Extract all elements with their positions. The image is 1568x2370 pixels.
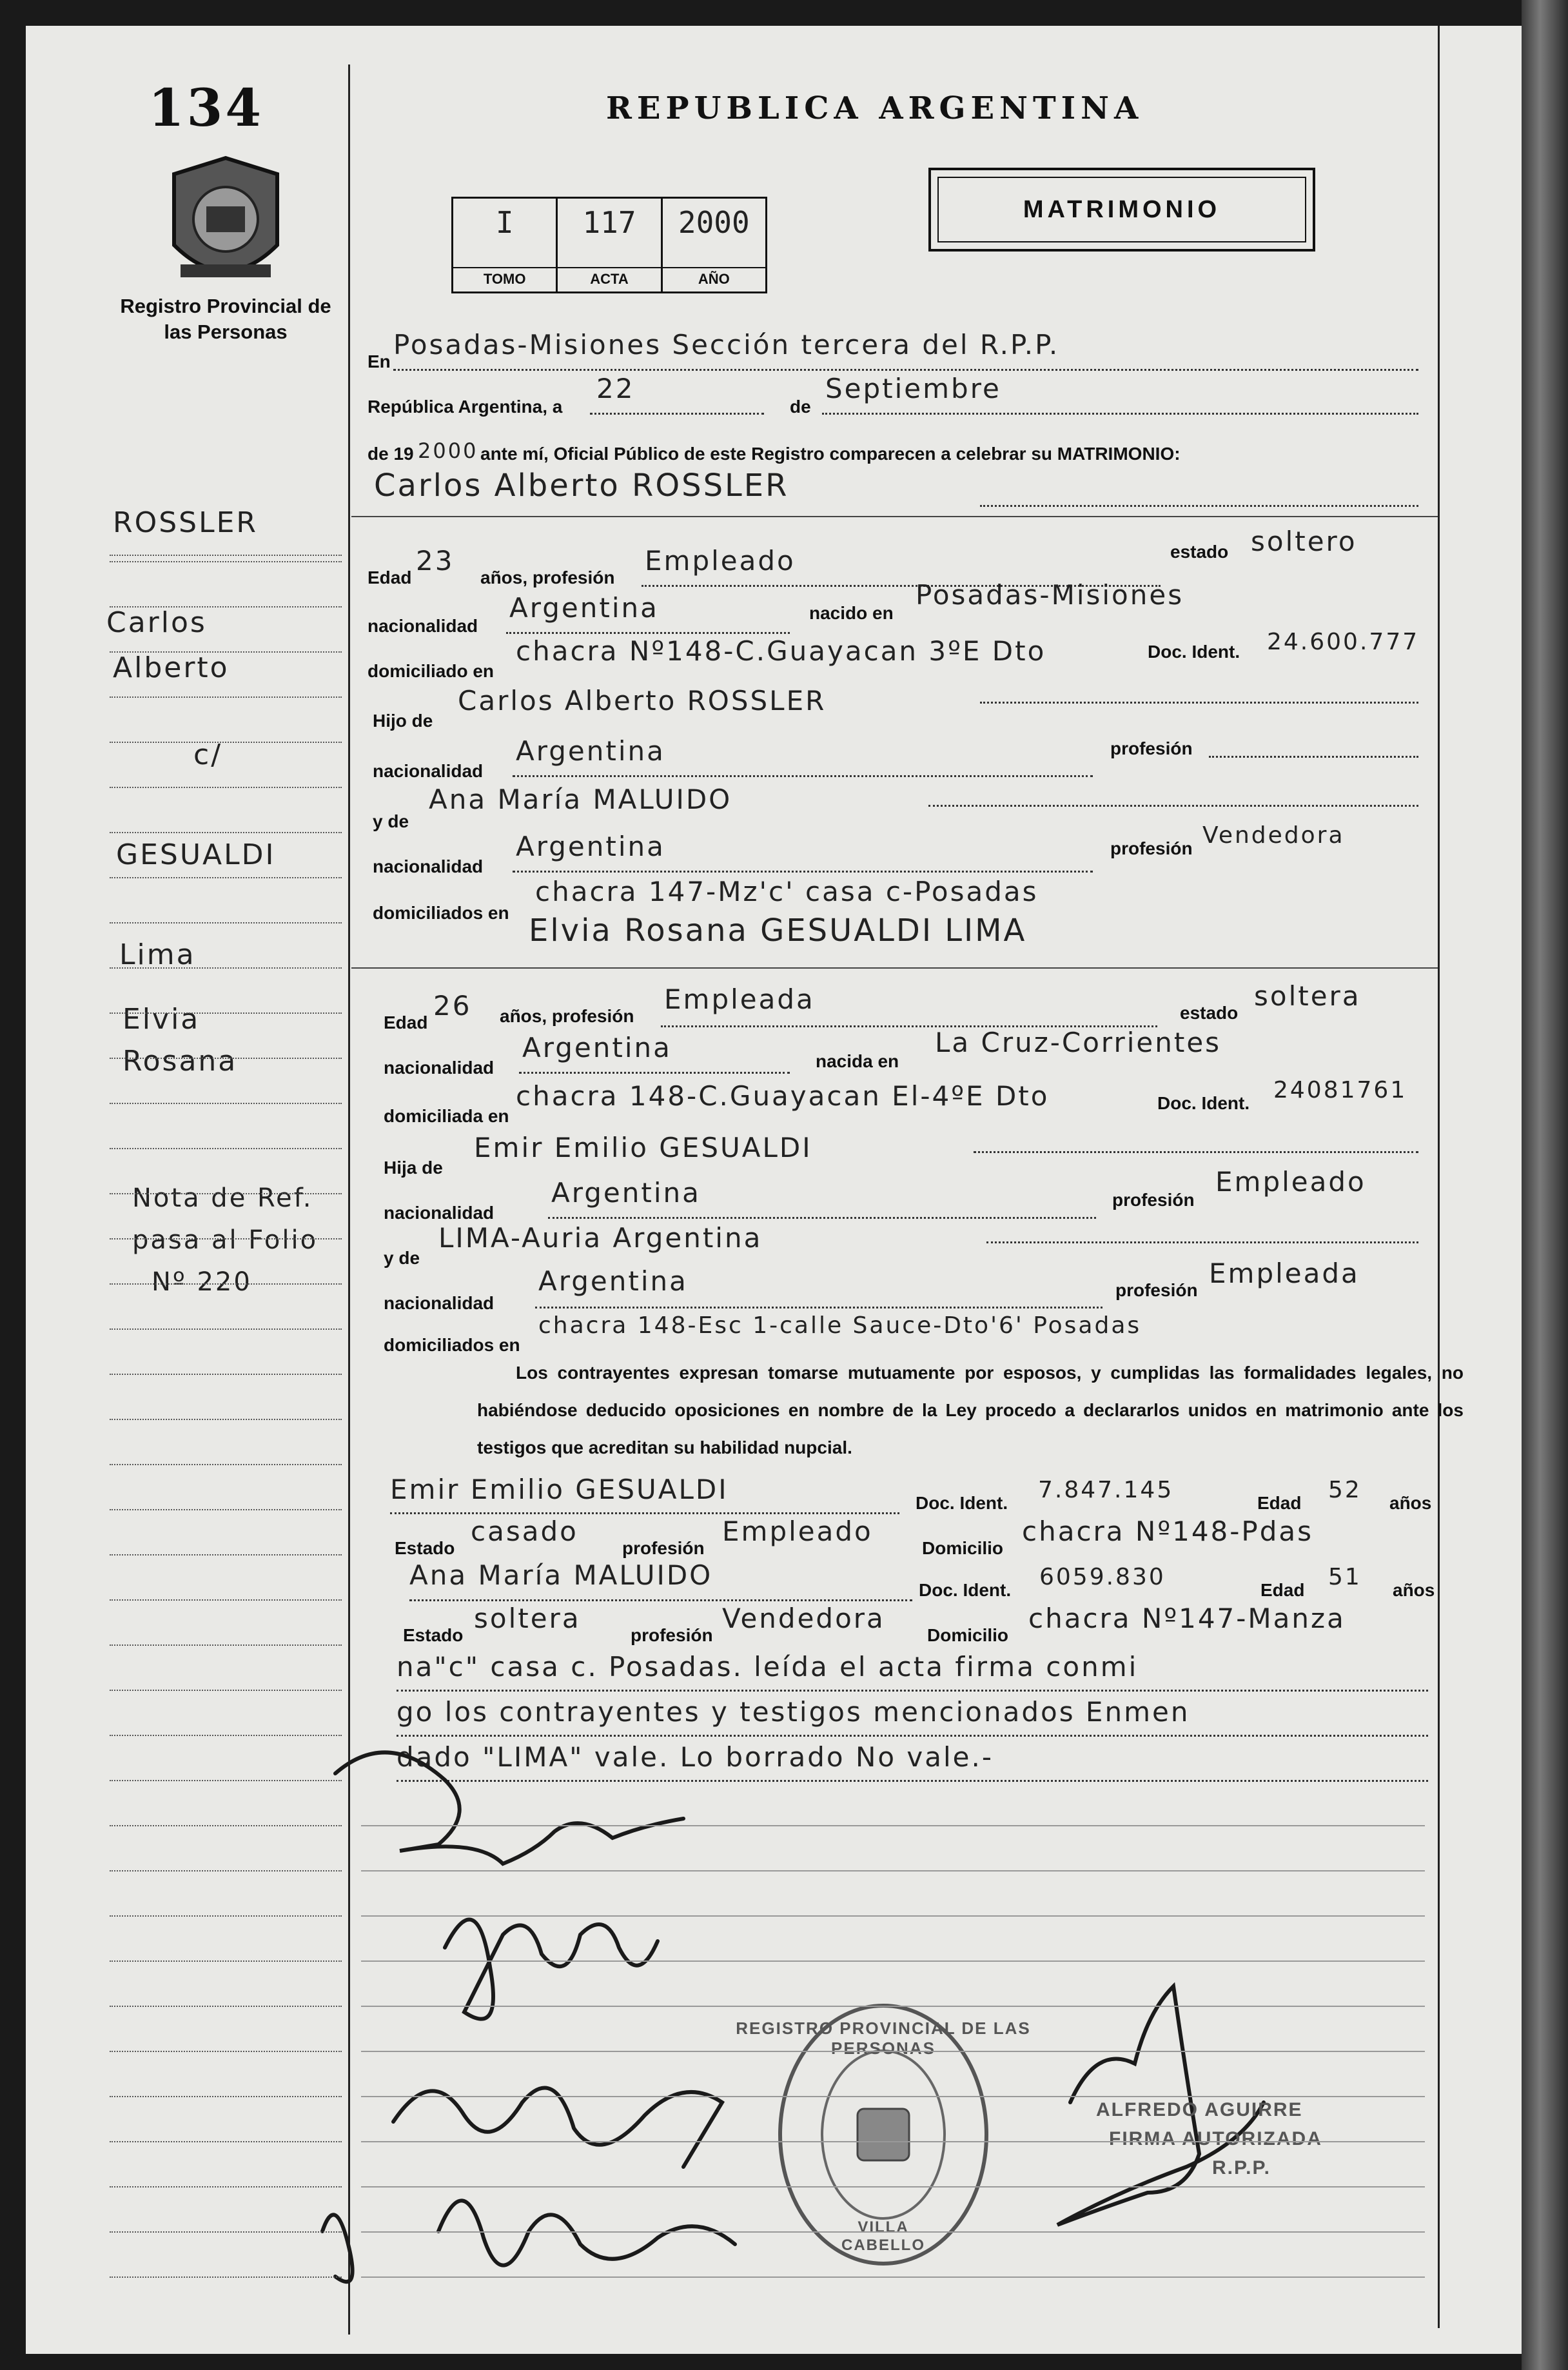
margin-rule [110, 1238, 342, 1239]
margin-rule [110, 651, 342, 653]
margin-rule [110, 561, 342, 562]
bride-father: Emir Emilio GESUALDI [474, 1132, 812, 1163]
margin-surname-2b: Lima [119, 938, 196, 971]
bride-mother-prof-label: profesión [1115, 1280, 1198, 1300]
ano-label: AÑO [663, 267, 765, 288]
witness2-profesion-label: profesión [631, 1625, 713, 1645]
groom-father-nat: Argentina [516, 735, 665, 767]
registry-stamp [736, 1999, 1031, 2270]
margin-rule [110, 787, 342, 788]
place-value: Posadas-Misiones Sección tercera del R.P.P. [393, 329, 1060, 360]
blank-rule [361, 1960, 1425, 1962]
country-title: REPUBLICA ARGENTINA [606, 90, 1144, 126]
month-line [822, 413, 1418, 415]
bride-mother-line [986, 1241, 1418, 1243]
bride-y-de-label: y de [384, 1248, 420, 1268]
official-office: R.P.P. [1212, 2157, 1271, 2178]
margin-rule [110, 1915, 342, 1917]
groom-hijo-label: Hijo de [373, 711, 433, 731]
groom-estado: soltero [1251, 526, 1357, 557]
bride-anos-profesion-label: años, profesión [500, 1006, 634, 1026]
witness1-name-line [390, 1512, 899, 1514]
witness2-profession: Vendedora [722, 1603, 885, 1634]
bride-profession: Empleada [664, 983, 815, 1015]
margin-rule [110, 1690, 342, 1691]
tomo-cell [453, 199, 558, 291]
witness1-doc: 7.847.145 [1038, 1477, 1174, 1503]
margin-rule [110, 1735, 342, 1736]
margin-given-1a: Carlos [106, 606, 207, 639]
groom-doc-label: Doc. Ident. [1148, 642, 1240, 662]
witness2-signature [322, 2200, 735, 2282]
year-prefix: de 19 [368, 444, 414, 464]
witness2-anos-label: años [1393, 1580, 1435, 1600]
margin-rule [110, 1780, 342, 1781]
bride-father-nat-line [548, 1217, 1096, 1219]
margin-given-1b: Alberto [113, 651, 230, 684]
official-name: ALFREDO AGUIRRE [1096, 2099, 1303, 2120]
bride-nationality-line [519, 1072, 790, 1074]
margin-rule [110, 1193, 342, 1194]
witness2-estado-label: Estado [403, 1625, 464, 1645]
witness1-doc-label: Doc. Ident. [916, 1493, 1008, 1513]
bride-father-nat: Argentina [551, 1177, 701, 1209]
groom-father-prof-label: profesión [1110, 738, 1193, 758]
blank-rule [361, 2096, 1425, 2097]
margin-rule [110, 2186, 342, 2187]
bride-address: chacra 148-C.Guayacan El-4ºE Dto [516, 1080, 1050, 1112]
margin-rule [110, 1419, 342, 1420]
blank-rule [361, 2141, 1425, 2142]
provincial-seal-icon [161, 155, 290, 297]
groom-name-line [980, 505, 1418, 507]
witness1-name: Emir Emilio GESUALDI [390, 1474, 729, 1505]
margin-rule [110, 1870, 342, 1871]
witness2-age: 51 [1328, 1564, 1362, 1590]
blank-rule [361, 2186, 1425, 2187]
margin-rule [110, 1554, 342, 1555]
margin-rule [110, 2051, 342, 2052]
groom-mother-nat: Argentina [516, 831, 665, 862]
margin-note-2: pasa al Folio [132, 1225, 318, 1255]
acta-value: 117 [582, 205, 636, 240]
groom-y-de-label: y de [373, 811, 409, 831]
witness2-domicilio-label: Domicilio [927, 1625, 1009, 1645]
stamp-bottom-text: VILLA CABELLO [841, 2218, 925, 2254]
ano-cell [663, 199, 765, 291]
groom-mother-prof-label: profesión [1110, 838, 1193, 858]
groom-father-line [980, 702, 1418, 704]
groom-signature [335, 1752, 683, 1864]
margin-rule [110, 2141, 342, 2142]
bride-nacida-label: nacida en [816, 1051, 899, 1071]
bride-parents-address: chacra 148-Esc 1-calle Sauce-Dto'6' Posadas [538, 1312, 1142, 1339]
groom-parents-address: chacra 147-Mz'c' casa c-Posadas [535, 876, 1039, 907]
witness2-edad-label: Edad [1260, 1580, 1305, 1600]
witness1-profession: Empleado [722, 1516, 873, 1547]
bride-divider [351, 967, 1438, 969]
margin-rule [110, 2096, 342, 2097]
groom-anos-profesion-label: años, profesión [480, 568, 615, 588]
closing-line-1-rule [397, 1690, 1428, 1692]
margin-rule [110, 1464, 342, 1465]
bride-birthplace: La Cruz-Corrientes [935, 1027, 1222, 1058]
margin-rule [110, 1058, 342, 1059]
official-title: FIRMA AUTORIZADA [1109, 2128, 1322, 2149]
witness2-doc: 6059.830 [1039, 1564, 1166, 1590]
bride-parents-dom-label: domiciliados en [384, 1335, 520, 1355]
republica-label: República Argentina, a [368, 397, 563, 417]
witness2-address: chacra Nº147-Manza [1028, 1603, 1346, 1634]
margin-rule [110, 1374, 342, 1375]
bride-mother-nat: Argentina [538, 1265, 688, 1297]
margin-note-1: Nota de Ref. [132, 1183, 313, 1213]
witness1-domicilio-label: Domicilio [922, 1538, 1004, 1558]
blank-rule [361, 2051, 1425, 2052]
bride-nacionalidad-label: nacionalidad [384, 1058, 495, 1078]
margin-rule [110, 742, 342, 743]
margin-rule [110, 1825, 342, 1826]
margin-rule [110, 1509, 342, 1510]
margin-rule [110, 1103, 342, 1104]
witness1-edad-label: Edad [1257, 1493, 1302, 1513]
margin-rule [110, 555, 342, 556]
bride-age: 26 [433, 990, 472, 1022]
groom-name: Carlos Alberto ROSSLER [374, 468, 789, 504]
place-line [393, 369, 1418, 371]
groom-address: chacra Nº148-C.Guayacan 3ºE Dto [516, 635, 1046, 667]
bride-estado-label: estado [1180, 1003, 1239, 1023]
blank-rule [361, 1825, 1425, 1826]
tomo-value: I [495, 205, 514, 240]
groom-father: Carlos Alberto ROSSLER [458, 685, 827, 716]
margin-given-2a: Elvia [122, 1003, 201, 1036]
witness2-doc-label: Doc. Ident. [919, 1580, 1012, 1600]
groom-nationality: Argentina [509, 592, 659, 624]
bride-father-prof-label: profesión [1112, 1190, 1195, 1210]
margin-surname-1: ROSSLER [113, 506, 258, 539]
groom-nacionalidad-label: nacionalidad [368, 616, 478, 636]
bride-mother-nat-line [535, 1307, 1102, 1308]
groom-edad-label: Edad [368, 568, 412, 588]
bride-father-prof: Empleado [1215, 1166, 1366, 1198]
en-label: En [368, 351, 391, 371]
margin-rule [110, 1012, 342, 1014]
groom-nacido-label: nacido en [809, 603, 894, 623]
month-value: Septiembre [825, 373, 1001, 404]
closing-line-3: dado "LIMA" vale. Lo borrado No vale.- [397, 1741, 994, 1773]
groom-father-prof-line [1209, 756, 1418, 758]
groom-father-nat-line [513, 775, 1093, 777]
bride-doc: 24081761 [1273, 1077, 1407, 1103]
day-value: 22 [596, 373, 635, 404]
margin-rule [110, 2231, 342, 2233]
margin-rule [110, 696, 342, 698]
groom-domicilio-label: domiciliado en [368, 661, 495, 681]
groom-mother-nat-label: nacionalidad [373, 856, 484, 876]
bride-father-nat-label: nacionalidad [384, 1203, 495, 1223]
de-label: de [790, 397, 811, 417]
groom-estado-label: estado [1170, 542, 1229, 562]
record-type: MATRIMONIO [937, 177, 1306, 242]
margin-rule [110, 2276, 342, 2278]
margin-rule [110, 967, 342, 969]
closing-line-2-rule [397, 1735, 1428, 1737]
witness2-estado: soltera [474, 1603, 581, 1634]
groom-mother: Ana María MALUIDO [429, 784, 732, 815]
witness2-name-line [409, 1599, 912, 1601]
margin-given-2b: Rosana [122, 1045, 238, 1078]
groom-nationality-line [506, 632, 790, 634]
groom-mother-prof: Vendedora [1202, 822, 1345, 849]
margin-rule [110, 877, 342, 878]
witness1-address: chacra Nº148-Pdas [1022, 1516, 1314, 1547]
year-value: 2000 [418, 439, 478, 463]
witness1-age: 52 [1328, 1477, 1362, 1503]
record-number-table [451, 197, 767, 293]
declaration-text: Los contrayentes expresan tomarse mutuamente por esposos, y cumplidas las formalidades legales, no habiéndose deducido oposiciones en nombre de la Ley procedo a declararlos unidos en matrimonio ante los testigos que acreditan su habilidad nupcial. [477, 1363, 1464, 1457]
margin-connector: c/ [193, 738, 223, 771]
groom-mother-nat-line [513, 871, 1093, 873]
witness1-estado-label: Estado [395, 1538, 455, 1558]
bride-doc-label: Doc. Ident. [1157, 1093, 1250, 1113]
bride-domicilio-label: domiciliada en [384, 1106, 509, 1126]
bride-mother-prof: Empleada [1209, 1258, 1360, 1289]
margin-rule [110, 2006, 342, 2007]
record-type-box [928, 168, 1315, 252]
witness1-anos-label: años [1389, 1493, 1432, 1513]
acta-label: ACTA [558, 267, 660, 288]
witness2-name: Ana María MALUIDO [409, 1559, 713, 1591]
margin-rule [110, 1599, 342, 1601]
closing-line-2: go los contrayentes y testigos mencionados Enmen [397, 1696, 1190, 1728]
bride-mother-nat-label: nacionalidad [384, 1293, 495, 1313]
groom-birthplace: Posadas-Misiones [916, 579, 1184, 611]
blank-rule [361, 1870, 1425, 1871]
intro-text: ante mí, Oficial Público de este Registro comparecen a celebrar su MATRIMONIO: [480, 444, 1181, 464]
tomo-label: TOMO [453, 267, 556, 288]
ano-value: 2000 [678, 205, 750, 240]
margin-rule [110, 922, 342, 923]
groom-age: 23 [416, 545, 455, 577]
margin-rule [110, 1148, 342, 1149]
bride-signature [445, 1920, 658, 2019]
groom-doc: 24.600.777 [1267, 629, 1420, 655]
registry-title: Registro Provincial de las Personas [120, 295, 331, 343]
bride-hija-label: Hija de [384, 1158, 443, 1178]
bride-estado: soltera [1254, 980, 1361, 1012]
blank-rule [361, 2276, 1425, 2278]
margin-rule [110, 1328, 342, 1330]
margin-rule [110, 1283, 342, 1285]
acta-cell [558, 199, 662, 291]
margin-rule [110, 832, 342, 833]
closing-line-1: na"c" casa c. Posadas. leída el acta firma conmi [397, 1651, 1139, 1683]
margin-rule [110, 1644, 342, 1646]
folio-number: 134 [148, 77, 264, 138]
witness1-signature [393, 2088, 722, 2168]
stamp-ring-text: REGISTRO PROVINCIAL DE LAS PERSONAS [736, 2019, 1031, 2058]
witness1-profesion-label: profesión [622, 1538, 705, 1558]
bride-edad-label: Edad [384, 1012, 428, 1032]
witness1-estado: casado [471, 1516, 578, 1547]
bride-name: Elvia Rosana GESUALDI LIMA [529, 913, 1027, 949]
groom-profession: Empleado [645, 545, 796, 577]
groom-father-nat-label: nacionalidad [373, 761, 484, 781]
blank-rule [361, 2231, 1425, 2233]
margin-rule [110, 1960, 342, 1962]
groom-parents-dom-label: domiciliados en [373, 903, 509, 923]
bride-mother: LIMA-Auria Argentina [438, 1222, 763, 1254]
groom-mother-line [928, 805, 1418, 807]
blank-rule [361, 1915, 1425, 1917]
bride-nationality: Argentina [522, 1032, 672, 1063]
margin-surname-2: GESUALDI [116, 838, 276, 871]
bride-father-line [974, 1151, 1418, 1153]
groom-divider [351, 516, 1438, 517]
margin-rule [110, 606, 342, 607]
day-line [590, 413, 764, 415]
margin-note-3: Nº 220 [152, 1267, 252, 1297]
blank-rule [361, 2006, 1425, 2007]
